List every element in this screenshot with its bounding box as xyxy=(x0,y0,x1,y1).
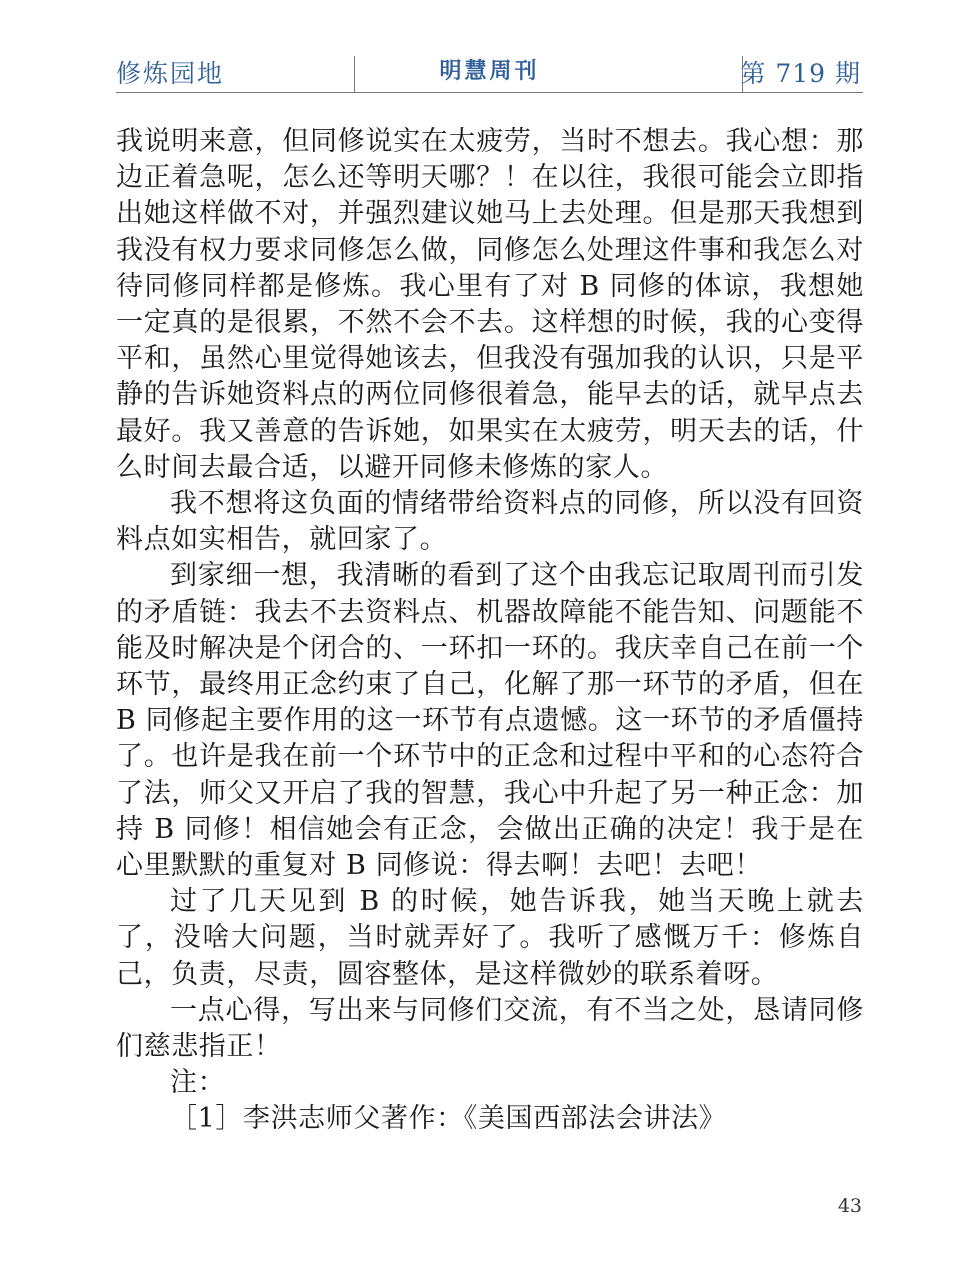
section-name: 修炼园地 xyxy=(116,59,225,88)
page-number: 43 xyxy=(837,1195,862,1217)
paragraph-5: 一点心得，写出来与同修们交流，有不当之处，恳请同修们慈悲指正！ xyxy=(116,994,864,1063)
page-header xyxy=(116,46,863,93)
issue-number: 第 719 期 xyxy=(740,59,861,88)
publication-title: 明慧周刊 xyxy=(439,59,540,84)
paragraph-3: 到家细一想，我清晰的看到了这个由我忘记取周刊而引发的矛盾链：我去不去资料点、机器故障能不能告知、问题能不能及时解决是个闭合的、一环扣一环的。我庆幸自己在前一个环节，最终用正念约束了自己，化解了那一环节的矛盾，但在 B 同修起主要作用的这一环节有点遗憾。这一环节的矛盾僵持了。也许是我在前一个环节中的正念和过程中平和的心态符合了法，师父又开启了我的智慧，我心中升起了另一种正念：加持 B 同修！相信她会有正念，会做出正确的决定！我于是在心里默默的重复对 B 同修说：得去啊！去吧！去吧！ xyxy=(116,560,864,882)
article-body xyxy=(116,124,864,1138)
note-heading: 注： xyxy=(170,1067,226,1099)
paragraph-4: 过了几天见到 B 的时候，她告诉我，她当天晚上就去了，没啥大问题，当时就弄好了。我听了感慨万千：修炼自己，负责，尽责，圆容整体，是这样微妙的联系着呀。 xyxy=(116,886,864,990)
paragraph-2: 我不想将这负面的情绪带给资料点的同修，所以没有回资料点如实相告，就回家了。 xyxy=(116,488,864,556)
footnote-1: ［1］李洪志师父著作：《美国西部法会讲法》 xyxy=(170,1103,727,1135)
paragraph-1: 我说明来意，但同修说实在太疲劳，当时不想去。我心想：那边正着急呢，怎么还等明天哪？！在以往，我很可能会立即指出她这样做不对，并强烈建议她马上去处理。但是那天我想到我没有权力要求同修怎么做，同修怎么处理这件事和我怎么对待同修同样都是修炼。我心里有了对 B 同修的体谅，我想她一定真的是很累，不然不会不去。这样想的时候，我的心变得平和，虽然心里觉得她该去，但我没有强加我的认识，只是平静的告诉她资料点的两位同修很着急，能早去的话，就早点去最好。我又善意的告诉她，如果实在太疲劳，明天去的话，什么时间去最合适，以避开同修未修炼的家人。 xyxy=(116,126,864,483)
